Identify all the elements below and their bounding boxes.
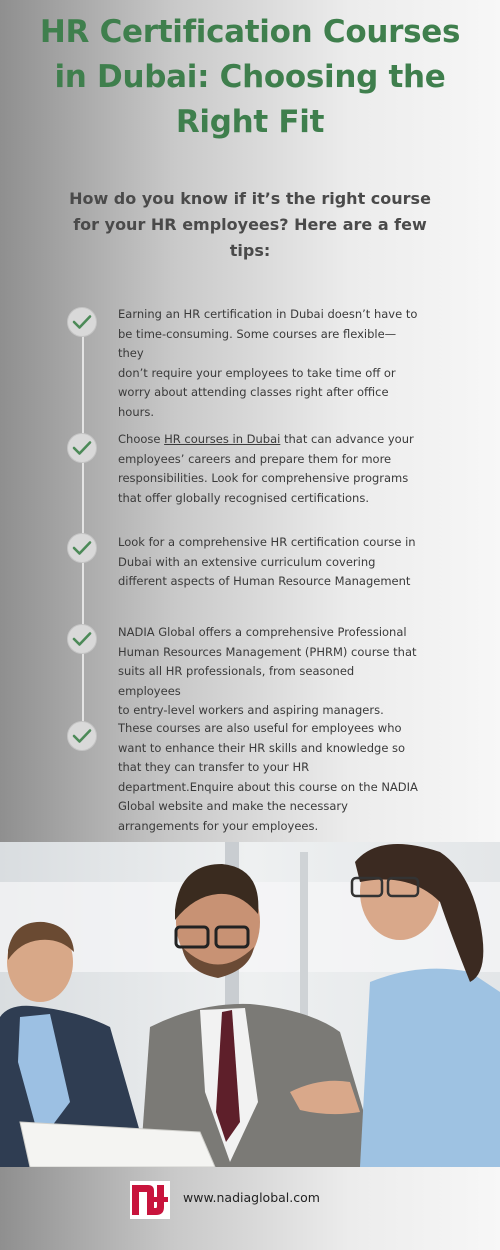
checkmark-icon (67, 433, 97, 463)
checkmark-icon (67, 307, 97, 337)
tip-text: These courses are also useful for employees who want to enhance their HR skills and knowledge so that they can transfer to your HR department.Enquire about this course on the NADIA Global website and make the necessary arrangements for your employees. (118, 721, 418, 833)
section-subtitle: How do you know if it’s the right course for your HR employees? Here are a few tips: (69, 189, 431, 260)
checkmark-icon (67, 533, 97, 563)
hr-courses-link[interactable]: HR courses in Dubai (164, 432, 281, 446)
page-title: HR Certification Courses in Dubai: Choosing the Right Fit (39, 14, 461, 140)
timeline-line (82, 320, 84, 736)
checkmark-icon (67, 721, 97, 751)
tip-text: Look for a comprehensive HR certification course in Dubai with an extensive curriculum covering different aspects of Human Resource Management (118, 535, 416, 588)
tip-text: Choose HR courses in Dubai that can advance your employees’ careers and prepare them for more responsibilities. Look for comprehensive programs that offer globally recognised certifications. (118, 432, 414, 505)
tip-text: Earning an HR certification in Dubai doesn’t have to be time-consuming. Some courses are flexible—they don’t require your employees to take time off or worry about attending classes right after office hours. (118, 307, 418, 419)
nadia-global-logo (130, 1181, 170, 1219)
tip-text: NADIA Global offers a comprehensive Professional Human Resources Management (PHRM) course that suits all HR professionals, from seasoned employees to entry-level workers and aspiring managers. (118, 625, 417, 717)
office-team-photo (0, 842, 500, 1167)
checkmark-icon (67, 624, 97, 654)
website-url[interactable]: www.nadiaglobal.com (183, 1190, 320, 1205)
